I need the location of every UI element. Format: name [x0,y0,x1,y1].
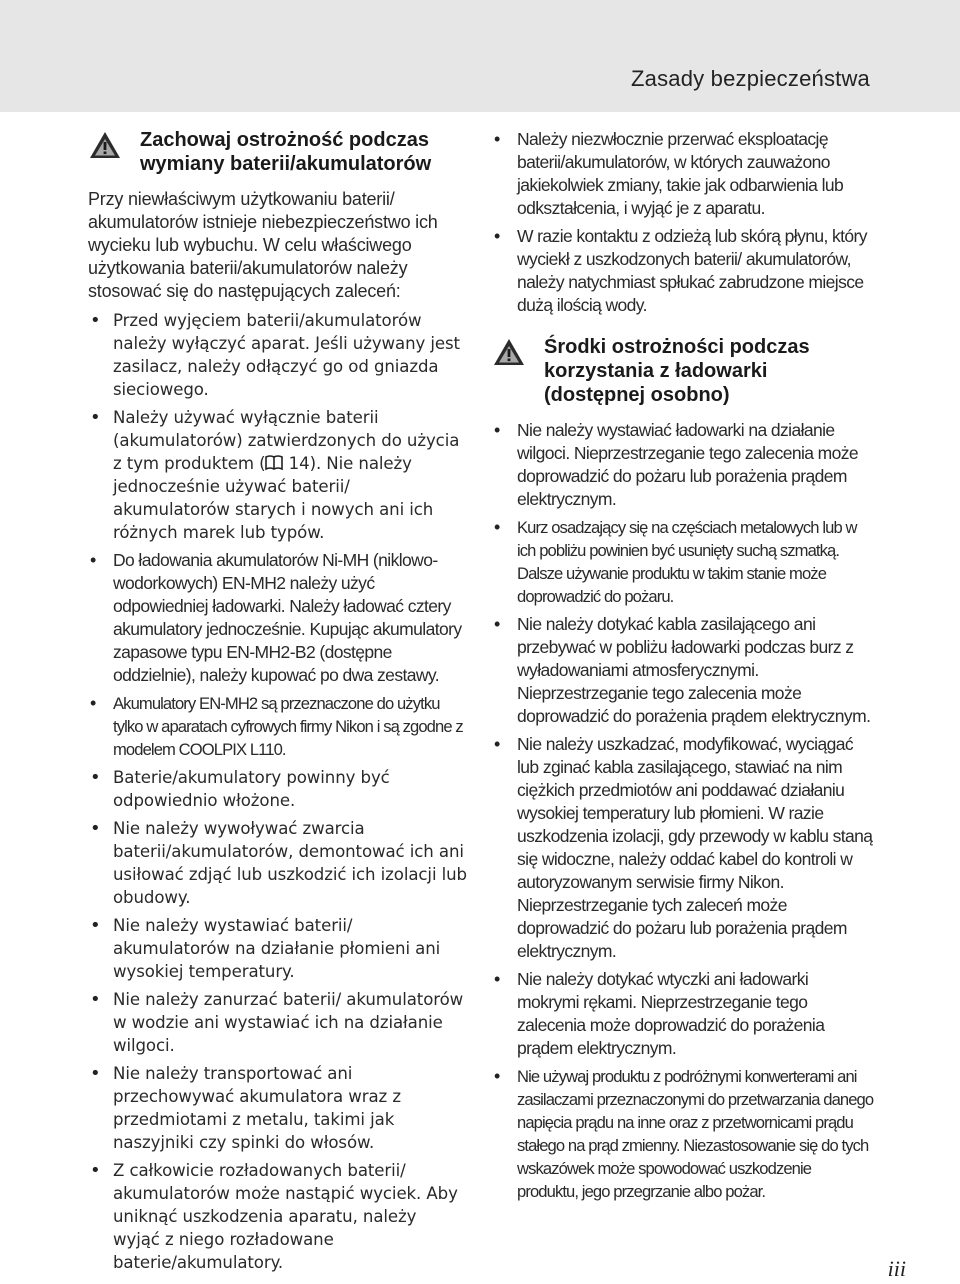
list-item: • Nie należy dotykać kabla zasilającego ani przebywać w pobliżu ładowarki podczas burz z wyładowaniami atmosferycznymi. Nieprzestrzeganie tego zalecenia może doprowadzić do porażenia prądem elektrycznym. [494,614,871,726]
list-item: • Baterie/akumulatory powinny być odpowiednio włożone. [90,767,390,810]
warning-triangle-icon [88,130,122,160]
warning-triangle-icon [492,337,526,367]
charger-section-title: Środki ostrożności podczas korzystania z ładowarki (dostępnej osobno) [544,336,810,406]
list-item: • Nie należy transportować ani przechowywać akumulatora wraz z przedmiotami z metalu, takimi jak naszyjniki czy spinki do włosów. [90,1063,401,1152]
list-item: • Kurz osadzający się na częściach metalowych lub w ich pobliżu powinien być usunięty suchą szmatką. Dalsze używanie produktu w takim stanie może doprowadzić do pożaru. [494,517,857,606]
header-band [0,0,960,112]
battery-section-heading [88,128,468,176]
list-item: • Nie należy wystawiać baterii/ akumulatorów na działanie płomieni ani wysokiej temperatury. [90,915,441,981]
list-item: • Należy niezwłocznie przerwać eksploatację baterii/akumulatorów, w których zauważono jakiekolwiek zmiany, takie jak odbarwienia lub odkształcenia, i wyjąć je z aparatu. [494,129,844,218]
list-item: • Należy używać wyłącznie baterii (akumulatorów) zatwierdzonych do użycia z tym produktem ( 14). Nie należy jednocześnie używać baterii/ akumulatorów starych i nowych ani ich różnych marek lub typów. [90,407,460,542]
list-item: • Z całkowicie rozładowanych baterii/ akumulatorów może nastąpić wyciek. Aby uniknąć uszkodzenia aparatu, należy wyjąć z niego rozładowane baterie/akumulatory. [90,1160,458,1272]
page-header-title: Zasady bezpieczeństwa [631,66,870,91]
list-item: • Nie należy wystawiać ładowarki na działanie wilgoci. Nieprzestrzeganie tego zalecenia może doprowadzić do pożaru lub porażenia prądem elektrycznym. [494,420,859,509]
book-reference-icon [265,455,283,471]
charger-section-heading [492,335,874,407]
list-item: • Nie należy uszkadzać, modyfikować, wyciągać lub zginać kabla zasilającego, stawiać na nim ciężkich przedmiotów ani poddawać działaniu wysokiej temperatury lub płomieni. W razie uszkodzenia izolacji, gdy przewody w kablu staną się widoczne, należy oddać kabel do kontroli w autoryzowanym serwisie firmy Nikon. Nieprzestrzeganie tych zaleceń może doprowadzić do pożaru lub porażenia prądem elektrycznym. [494,734,873,961]
left-column [88,128,468,1279]
list-item: • Przed wyjęciem baterii/akumulatorów należy wyłączyć aparat. Jeśli używany jest zasilacz, należy odłączyć go od gniazda sieciowego. [90,310,460,399]
list-item: • W razie kontaktu z odzieżą lub skórą płynu, który wyciekł z uszkodzonych baterii/ akumulatorów, należy natychmiast spłukać zabrudzone miejsce dużą ilością wody. [494,226,867,315]
list-item: • Nie należy wywoływać zwarcia baterii/akumulatorów, demontować ich ani usiłować zdjąć lub uszkodzić ich izolacji lub obudowy. [90,818,467,907]
list-item: • Nie należy dotykać wtyczki ani ładowarki mokrymi rękami. Nieprzestrzeganie tego zalecenia może doprowadzić do porażenia prądem elektrycznym. [494,969,825,1058]
battery-section-intro: Przy niewłaściwym użytkowaniu baterii/ akumulatorów istnieje niebezpieczeństwo ich wycieku lub wybuchu. W celu właściwego użytkowania baterii/akumulatorów należy stosować się do następujących zaleceń: [88,189,438,301]
list-item: • Nie używaj produktu z podróżnymi konwerterami ani zasilaczami przeznaczonymi do przetwarzania danego napięcia prądu na inne oraz z przetwornicami prądu stałego na prąd zmienny. Niezastosowanie się do tych wskazówek może spowodować uszkodzenie produktu, jego przegrzanie albo pożar. [494,1066,874,1201]
battery-precautions-list [88,309,468,1274]
list-item: • Nie należy zanurzać baterii/ akumulatorów w wodzie ani wystawiać ich na działanie wilgoci. [90,989,464,1055]
list-item: • Akumulatory EN-MH2 są przeznaczone do użytku tylko w aparatach cyfrowych firmy Nikon i są zgodne z modelem COOLPIX L110. [90,693,463,759]
battery-section-title: Zachowaj ostrożność podczas wymiany baterii/akumulatorów [140,129,432,175]
list-item: • Do ładowania akumulatorów Ni-MH (niklowo-wodorkowych) EN-MH2 należy użyć odpowiedniej ładowarki. Należy ładować cztery akumulatory jednocześnie. Kupując akumulatory zapasowe typu EN-MH2-B2 (dostępne oddzielnie), należy kupować po dwa zestawy. [90,550,462,685]
charger-precautions-list [492,419,874,1203]
right-column [492,128,874,1208]
page-number: iii [887,1256,906,1281]
battery-precautions-continued-list [492,128,874,317]
